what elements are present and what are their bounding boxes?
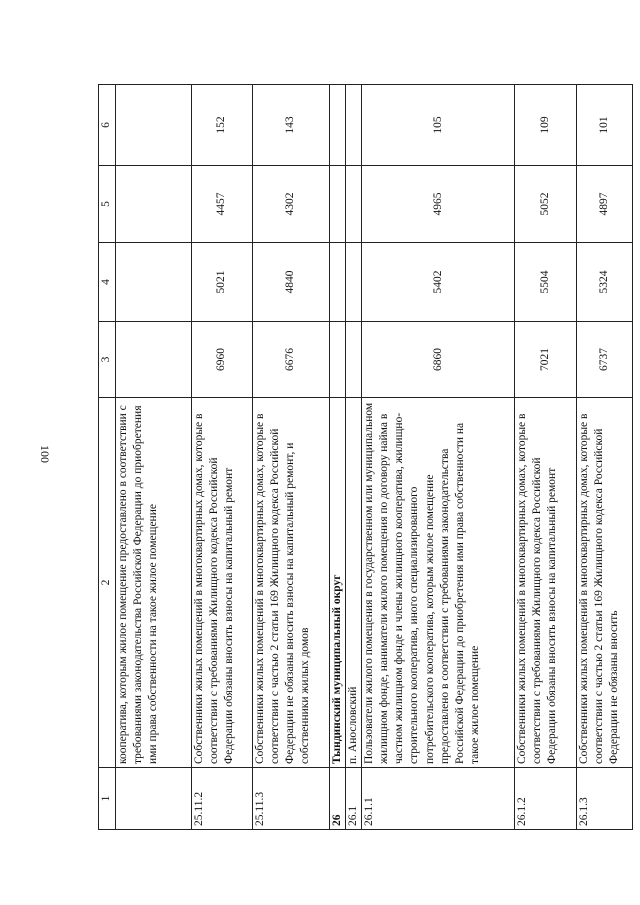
row-value: 5052 — [515, 166, 577, 243]
column-header: 2 — [99, 398, 116, 768]
row-value: 109 — [515, 85, 577, 166]
table-row — [192, 85, 253, 830]
row-code: 26 — [330, 768, 346, 830]
row-code: 26.1.1 — [362, 768, 515, 830]
row-value — [116, 85, 192, 166]
row-text: Тындинский муниципальный округ — [330, 398, 346, 768]
row-value: 143 — [253, 85, 330, 166]
column-header: 3 — [99, 322, 116, 398]
row-value: 6960 — [192, 322, 253, 398]
row-value: 6676 — [253, 322, 330, 398]
column-header: 4 — [99, 243, 116, 322]
row-code: 26.1 — [346, 768, 362, 830]
page-number: 100 — [38, 445, 52, 463]
row-code: 25.11.3 — [253, 768, 330, 830]
rotated-table-container — [98, 85, 621, 830]
row-text: Собственники жилых помещений в многоквартирных домах, которые в соответствии с требованиями Жилищного кодекса Российской Федерации обязаны вносить взносы на капитальный ремонт — [515, 398, 577, 768]
header-row — [99, 85, 116, 830]
row-code — [116, 768, 192, 830]
row-value — [346, 243, 362, 322]
row-value: 6737 — [577, 322, 633, 398]
table-row — [362, 85, 515, 830]
row-text: Пользователи жилого помещения в государственном или муниципальном жилищном фонде, наниматели жилого помещения по договору найма в частном жилищном фонде и члены жилищного кооператива, жилищно-строительного кооператива, иного специализированного потребительского кооператива, которым жилое помещение предоставлено в соответствии с требованиями законодательства Российской Федерации до приобретения ими права собственности на такое жилое помещение — [362, 398, 515, 768]
row-text: Собственники жилых помещений в многоквартирных домах, которые в соответствии с частью 2 статьи 169 Жилищного кодекса Российской Федерации не обязаны вносить — [577, 398, 633, 768]
table-row — [116, 85, 192, 830]
row-text: Собственники жилых помещений в многоквартирных домах, которые в соответствии с частью 2 статьи 169 Жилищного кодекса Российской Федерации не обязаны вносить взносы на капитальный ремонт, и собственники жилых домов — [253, 398, 330, 768]
row-value — [116, 322, 192, 398]
row-value — [116, 243, 192, 322]
row-value: 105 — [362, 85, 515, 166]
row-value: 5504 — [515, 243, 577, 322]
row-value — [330, 322, 346, 398]
row-value: 4965 — [362, 166, 515, 243]
row-value — [346, 85, 362, 166]
row-text: п. Анословский — [346, 398, 362, 768]
table-row — [515, 85, 577, 830]
row-text: Собственники жилых помещений в многоквартирных домах, которые в соответствии с требованиями Жилищного кодекса Российской Федерации обязаны вносить взносы на капитальный ремонт — [192, 398, 253, 768]
row-value: 5324 — [577, 243, 633, 322]
row-value — [330, 243, 346, 322]
row-value: 4457 — [192, 166, 253, 243]
row-value: 4897 — [577, 166, 633, 243]
row-text: кооператива, которым жилое помещение предоставлено в соответствии с требованиями законодательства Российской Федерации до приобретения ими права собственности на такое жилое помещение — [116, 398, 192, 768]
row-value — [346, 166, 362, 243]
row-value — [346, 322, 362, 398]
column-header: 6 — [99, 85, 116, 166]
column-header: 1 — [99, 768, 116, 830]
column-header: 5 — [99, 166, 116, 243]
table-row — [346, 85, 362, 830]
tariff-table — [98, 84, 633, 830]
row-value: 101 — [577, 85, 633, 166]
row-value: 4840 — [253, 243, 330, 322]
row-value: 5021 — [192, 243, 253, 322]
row-value: 4302 — [253, 166, 330, 243]
row-value: 152 — [192, 85, 253, 166]
row-value — [116, 166, 192, 243]
table-row — [253, 85, 330, 830]
row-value — [330, 166, 346, 243]
row-code: 26.1.3 — [577, 768, 633, 830]
row-value: 6860 — [362, 322, 515, 398]
row-value: 7021 — [515, 322, 577, 398]
table-row — [330, 85, 346, 830]
row-value — [330, 85, 346, 166]
row-value: 5402 — [362, 243, 515, 322]
row-code: 26.1.2 — [515, 768, 577, 830]
table-row — [577, 85, 633, 830]
row-code: 25.11.2 — [192, 768, 253, 830]
